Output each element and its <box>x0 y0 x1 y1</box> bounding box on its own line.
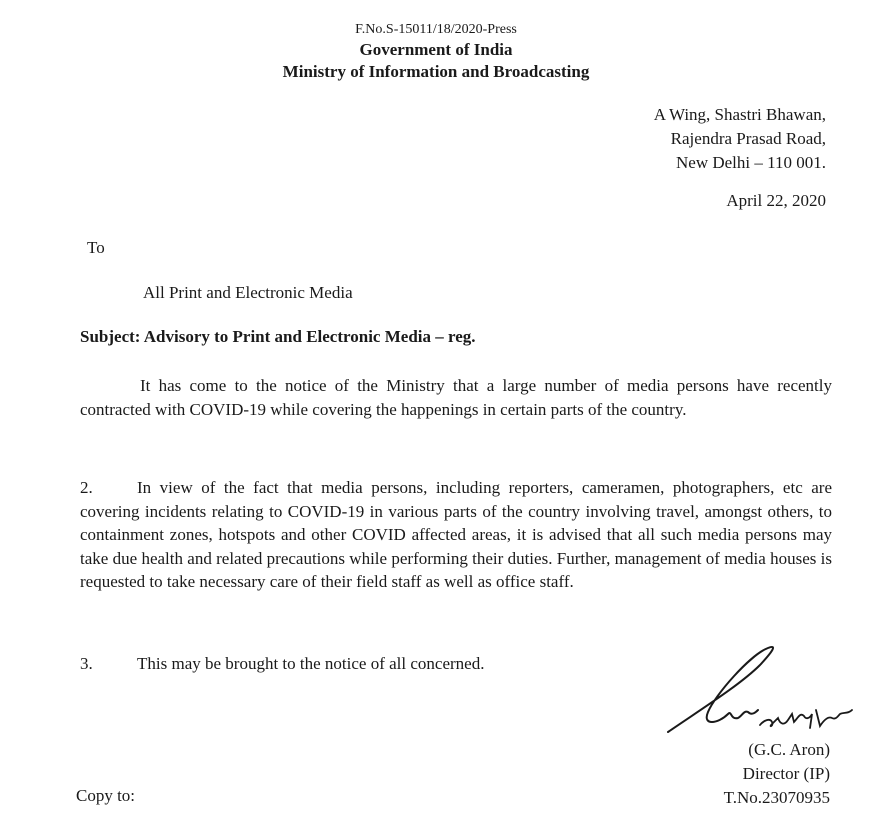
paragraph-2-number: 2. <box>80 478 93 497</box>
recipient: All Print and Electronic Media <box>143 283 353 302</box>
address-line-2: Rajendra Prasad Road, <box>670 129 826 148</box>
subject-line: Subject: Advisory to Print and Electronic Media – reg. <box>80 327 476 346</box>
address-line-1: A Wing, Shastri Bhawan, <box>653 105 826 124</box>
government-heading: Government of India <box>359 40 513 59</box>
signatory-name: (G.C. Aron) <box>748 740 830 759</box>
paragraph-3-text: This may be brought to the notice of all concerned. <box>137 654 485 673</box>
signatory-phone: T.No.23070935 <box>723 788 830 807</box>
signatory-designation: Director (IP) <box>742 764 830 783</box>
paragraph-2 <box>80 476 832 594</box>
ministry-heading: Ministry of Information and Broadcasting <box>282 62 590 81</box>
to-label: To <box>87 238 105 257</box>
signatory-block <box>724 738 830 810</box>
paragraph-3-number: 3. <box>80 654 93 673</box>
address-line-3: New Delhi – 110 001. <box>676 153 826 172</box>
address-block <box>654 103 826 175</box>
handwritten-signature <box>660 640 860 745</box>
file-number: F.No.S-15011/18/2020-Press <box>355 22 517 37</box>
copy-to-label: Copy to: <box>76 786 136 805</box>
paragraph-1: It has come to the notice of the Ministry that a large number of media persons have recently contracted with COVID-19 while covering the happenings in certain parts of the country. <box>80 376 832 419</box>
letter-date: April 22, 2020 <box>726 191 826 210</box>
paragraph-2-text: In view of the fact that media persons, including reporters, cameramen, photographers, etc are covering incidents relating to COVID-19 in various parts of the country involving travel, amongst others, to containment zones, hotspots and other COVID affected areas, it is advised that all such media persons may take due health and related precautions while performing their duties. Further, management of media houses is requested to take necessary care of their field staff as well as office staff. <box>80 478 832 591</box>
